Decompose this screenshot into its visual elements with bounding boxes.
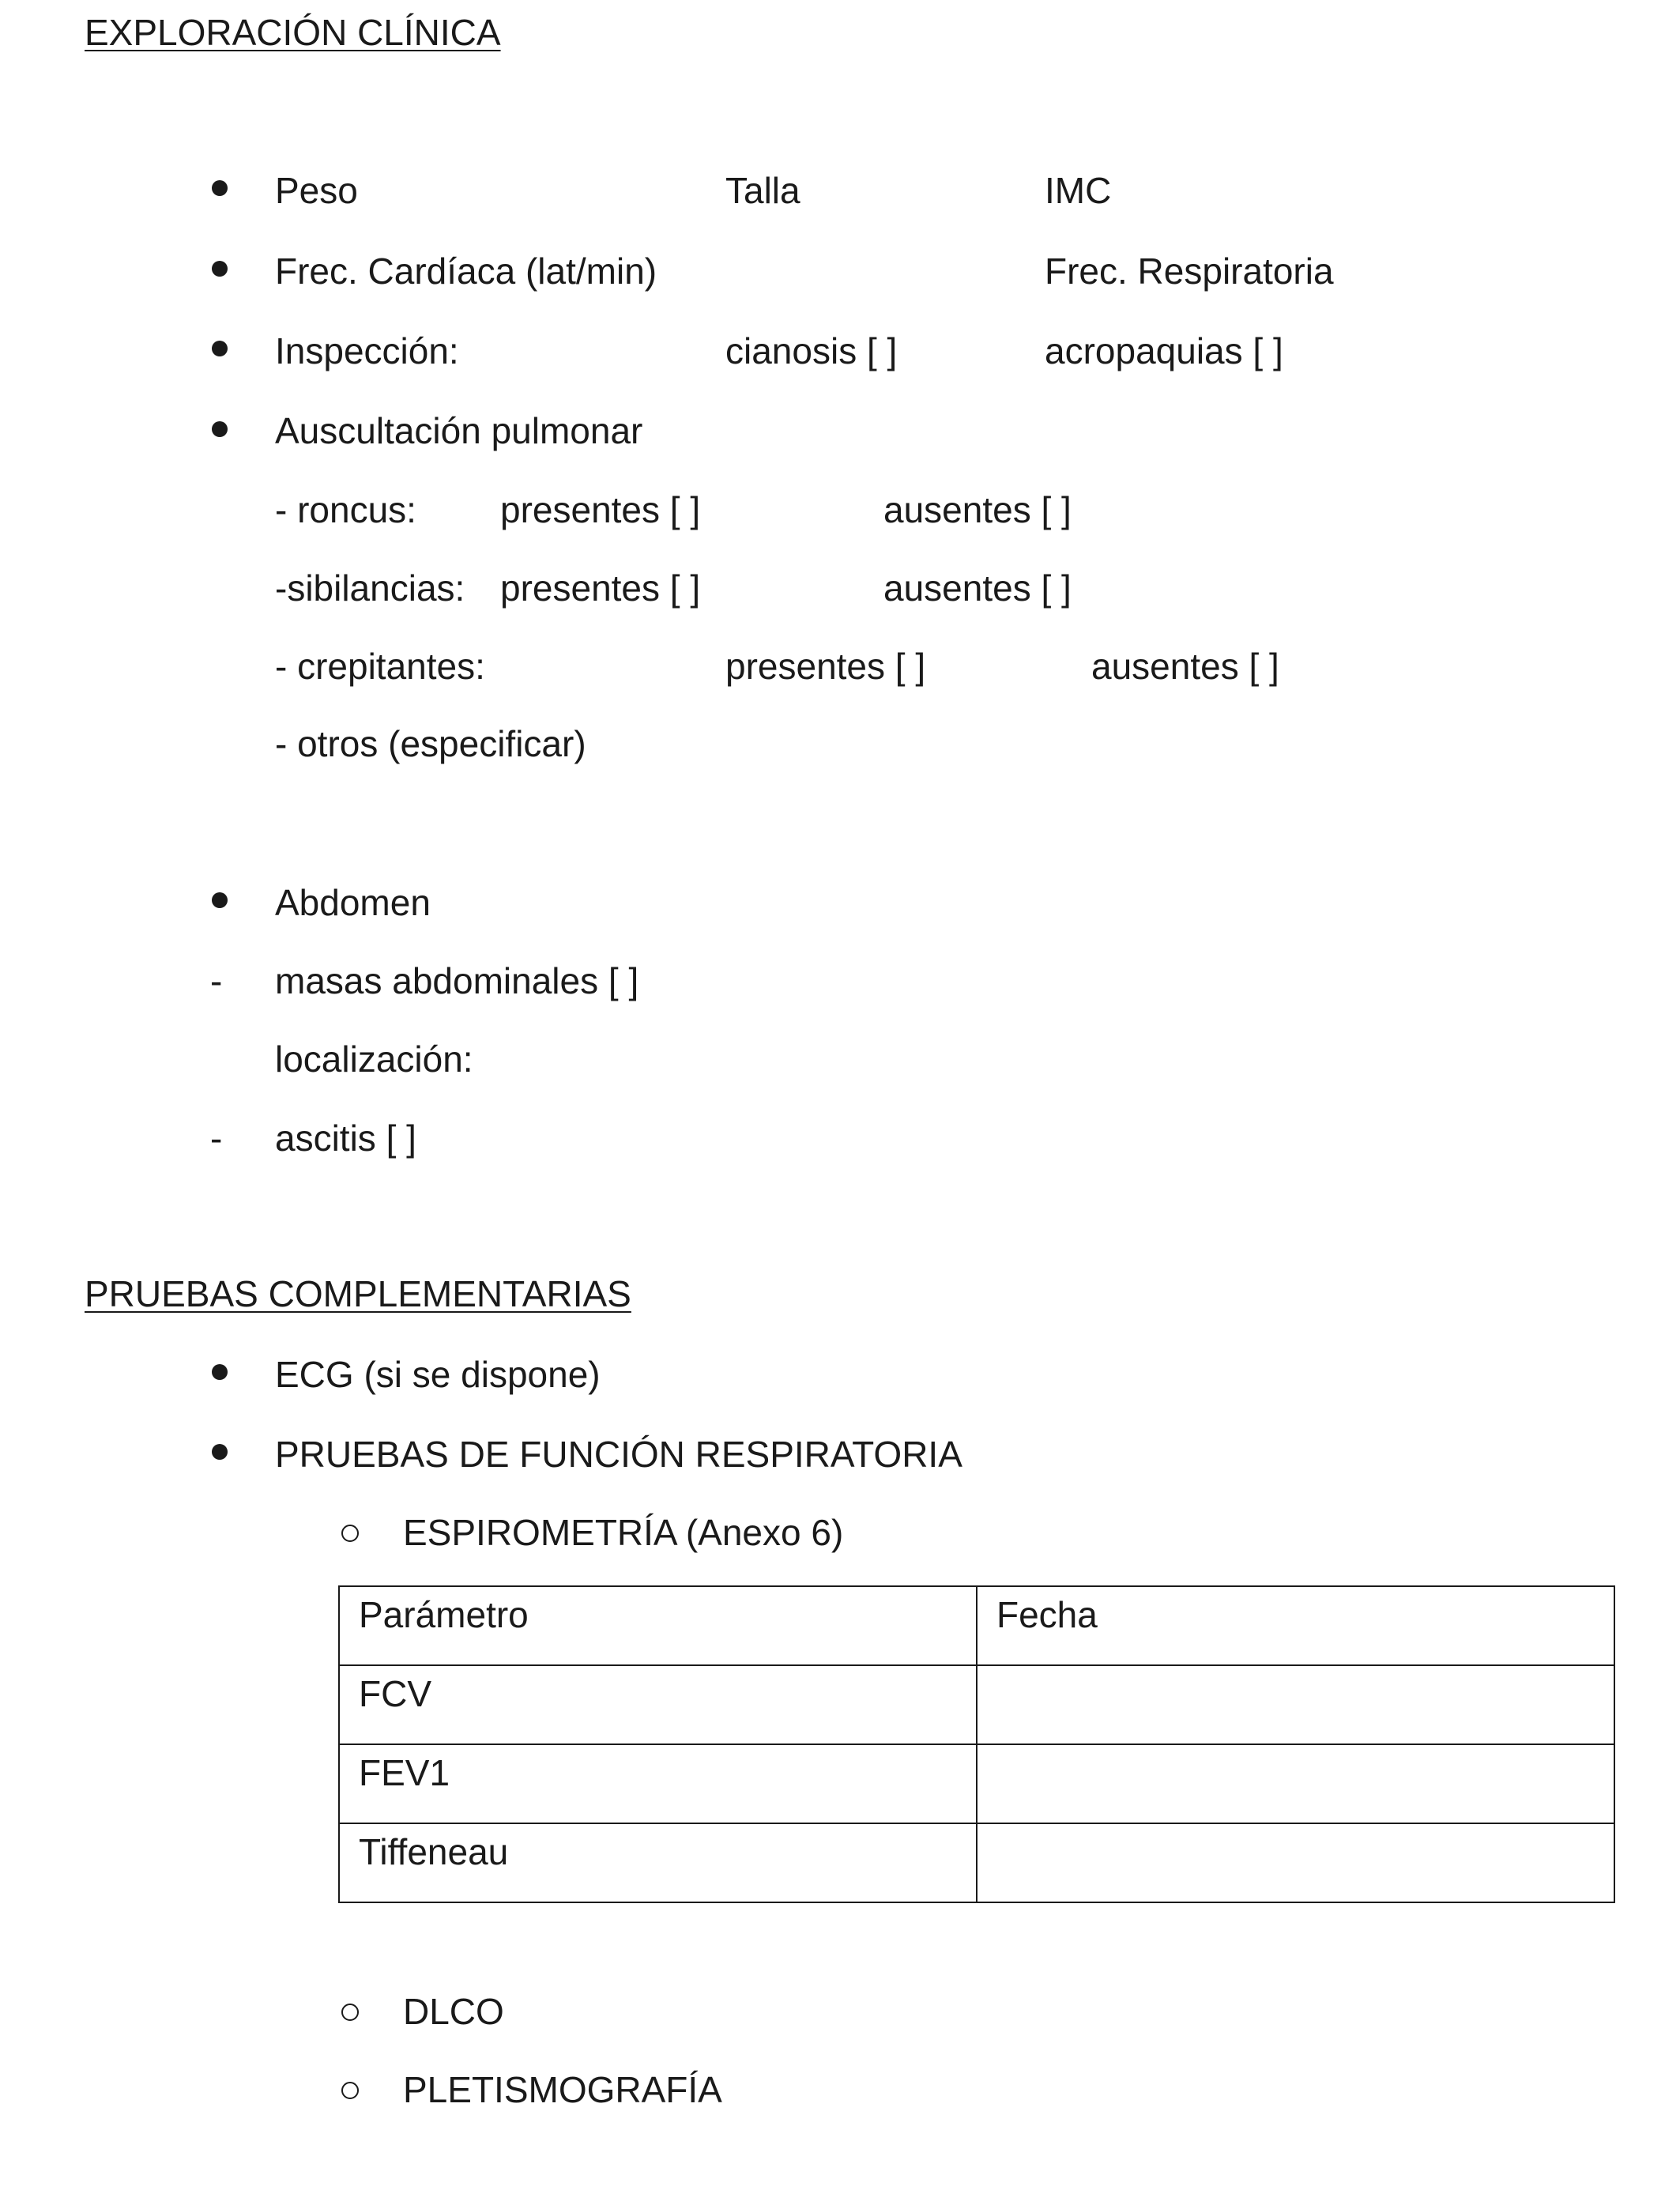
table-header-row — [339, 1586, 1614, 1665]
table-cell-fecha-input[interactable] — [977, 1744, 1614, 1823]
section-title-pruebas: PRUEBAS COMPLEMENTARIAS — [85, 1273, 631, 1314]
checkbox-roncus-presentes[interactable]: presentes [ ] — [500, 489, 701, 530]
table-header-fecha: Fecha — [977, 1586, 1614, 1665]
label-abdomen: Abdomen — [275, 882, 431, 923]
label-auscultacion: Auscultación pulmonar — [275, 410, 643, 451]
table-cell-fecha-input[interactable] — [977, 1665, 1614, 1744]
bullet-icon — [212, 892, 228, 908]
circle-bullet-icon — [341, 2082, 359, 2099]
bullet-icon — [212, 180, 228, 196]
bullet-icon — [212, 341, 228, 356]
label-frec-cardiaca: Frec. Cardíaca (lat/min) — [275, 251, 657, 292]
checkbox-sibilancias-ausentes[interactable]: ausentes [ ] — [883, 567, 1072, 609]
checkbox-masas-abdominales[interactable]: masas abdominales [ ] — [275, 960, 639, 1001]
label-inspeccion: Inspección: — [275, 330, 459, 371]
label-localizacion: localización: — [275, 1039, 473, 1080]
label-espirometria: ESPIROMETRÍA (Anexo 6) — [403, 1512, 844, 1553]
circle-bullet-icon — [341, 2004, 359, 2021]
checkbox-sibilancias-presentes[interactable]: presentes [ ] — [500, 567, 701, 609]
label-funcion-respiratoria: PRUEBAS DE FUNCIÓN RESPIRATORIA — [275, 1434, 962, 1475]
checkbox-roncus-ausentes[interactable]: ausentes [ ] — [883, 489, 1072, 530]
circle-bullet-icon — [341, 1525, 359, 1542]
label-roncus: - roncus: — [275, 489, 416, 530]
bullet-icon — [212, 1364, 228, 1380]
label-sibilancias: -sibilancias: — [275, 567, 465, 609]
checkbox-crepitantes-ausentes[interactable]: ausentes [ ] — [1091, 646, 1279, 687]
bullet-icon — [212, 261, 228, 277]
label-pletismografia: PLETISMOGRAFÍA — [403, 2069, 722, 2110]
table-cell-parametro: Tiffeneau — [339, 1823, 977, 1902]
table-cell-parametro: FCV — [339, 1665, 977, 1744]
section-title-exploracion: EXPLORACIÓN CLÍNICA — [85, 12, 501, 53]
table-cell-parametro: FEV1 — [339, 1744, 977, 1823]
espirometria-table — [338, 1585, 1615, 1903]
checkbox-acropaquias[interactable]: acropaquias [ ] — [1045, 330, 1283, 371]
bullet-icon — [212, 421, 228, 437]
bullet-icon — [212, 1444, 228, 1460]
label-imc: IMC — [1045, 170, 1112, 211]
checkbox-crepitantes-presentes[interactable]: presentes [ ] — [725, 646, 926, 687]
label-frec-respiratoria: Frec. Respiratoria — [1045, 251, 1334, 292]
checkbox-ascitis[interactable]: ascitis [ ] — [275, 1118, 416, 1159]
table-row — [339, 1665, 1614, 1744]
dash-marker: - — [210, 1118, 223, 1159]
label-dlco: DLCO — [403, 1991, 504, 2032]
label-talla: Talla — [725, 170, 800, 211]
table-row — [339, 1744, 1614, 1823]
label-ecg: ECG (si se dispone) — [275, 1354, 601, 1395]
dash-marker: - — [210, 960, 223, 1001]
table-row — [339, 1823, 1614, 1902]
table-cell-fecha-input[interactable] — [977, 1823, 1614, 1902]
label-peso: Peso — [275, 170, 358, 211]
checkbox-cianosis[interactable]: cianosis [ ] — [725, 330, 898, 371]
label-crepitantes: - crepitantes: — [275, 646, 485, 687]
table-header-parametro: Parámetro — [339, 1586, 977, 1665]
label-otros: - otros (especificar) — [275, 723, 586, 764]
